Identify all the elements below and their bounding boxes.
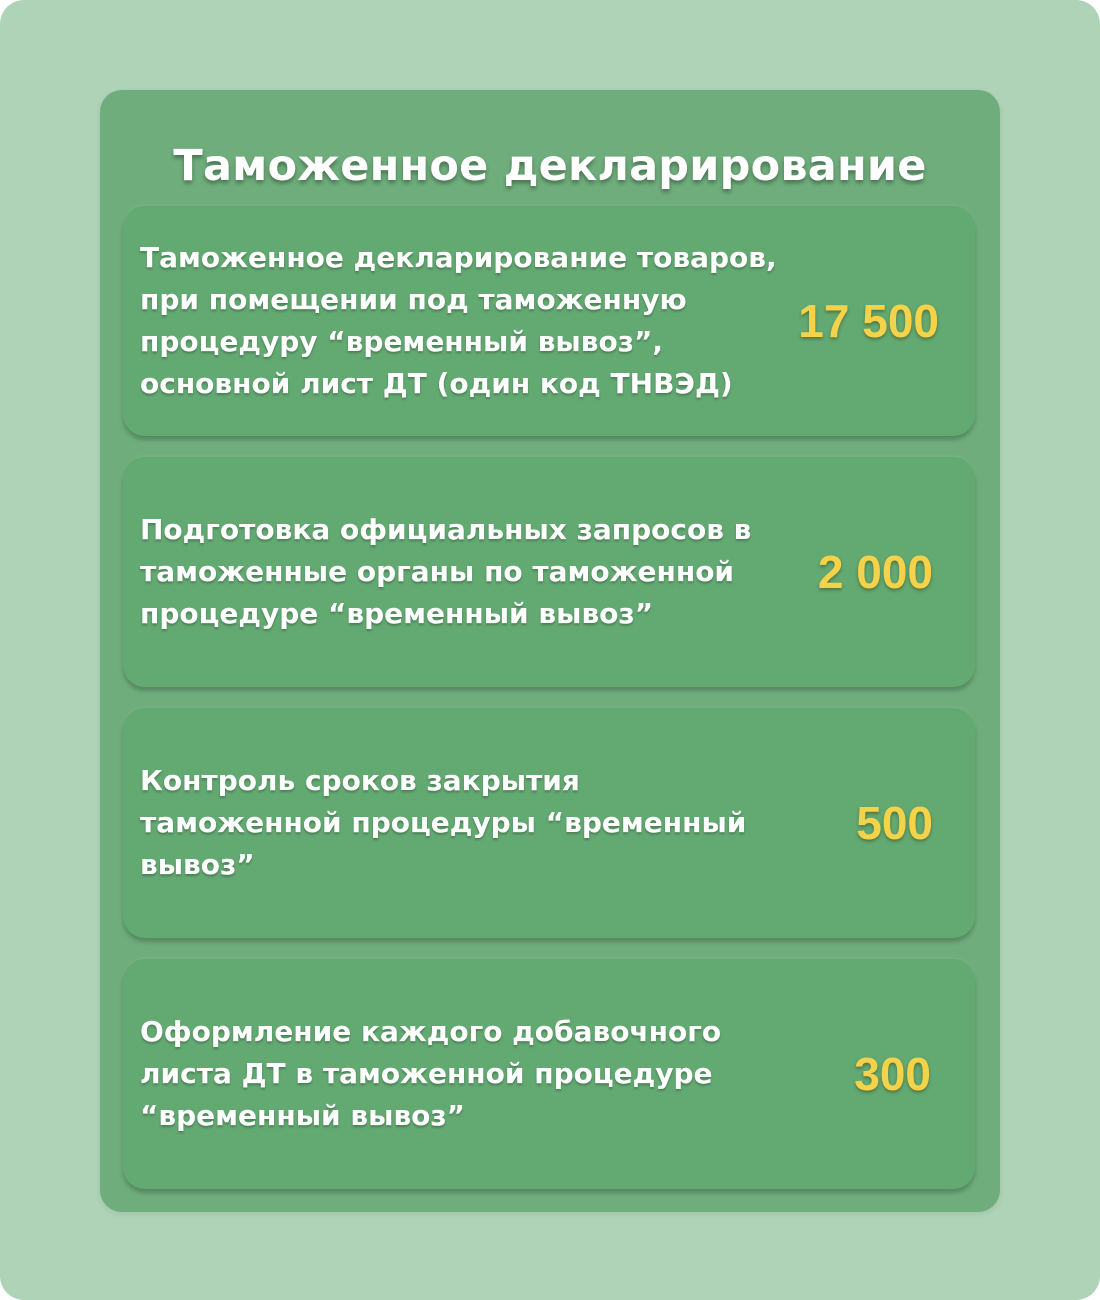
service-price: 300 [854, 1048, 931, 1100]
service-price: 17 500 [798, 295, 939, 347]
service-price: 2 000 [817, 546, 933, 598]
panel-title: Таможенное декларирование [173, 141, 927, 191]
service-label: Подготовка официальных запросов в таможенные органы по таможенной процедуре “временный вывоз” [140, 513, 752, 630]
service-label: Оформление каждого добавочного листа ДТ в таможенной процедуре “временный вывоз” [140, 1015, 722, 1132]
service-price: 500 [856, 797, 933, 849]
service-card-control [123, 708, 975, 938]
service-card-additional-sheet [123, 959, 975, 1189]
service-card-declaration [123, 206, 975, 436]
service-label: Таможенное декларирование товаров, при помещении под таможенную процедуру “временный вывоз”, основной лист ДТ (один код ТНВЭД) [140, 241, 777, 400]
service-card-requests [123, 457, 975, 687]
service-label: Контроль сроков закрытия таможенной процедуры “временный вывоз” [140, 764, 747, 881]
